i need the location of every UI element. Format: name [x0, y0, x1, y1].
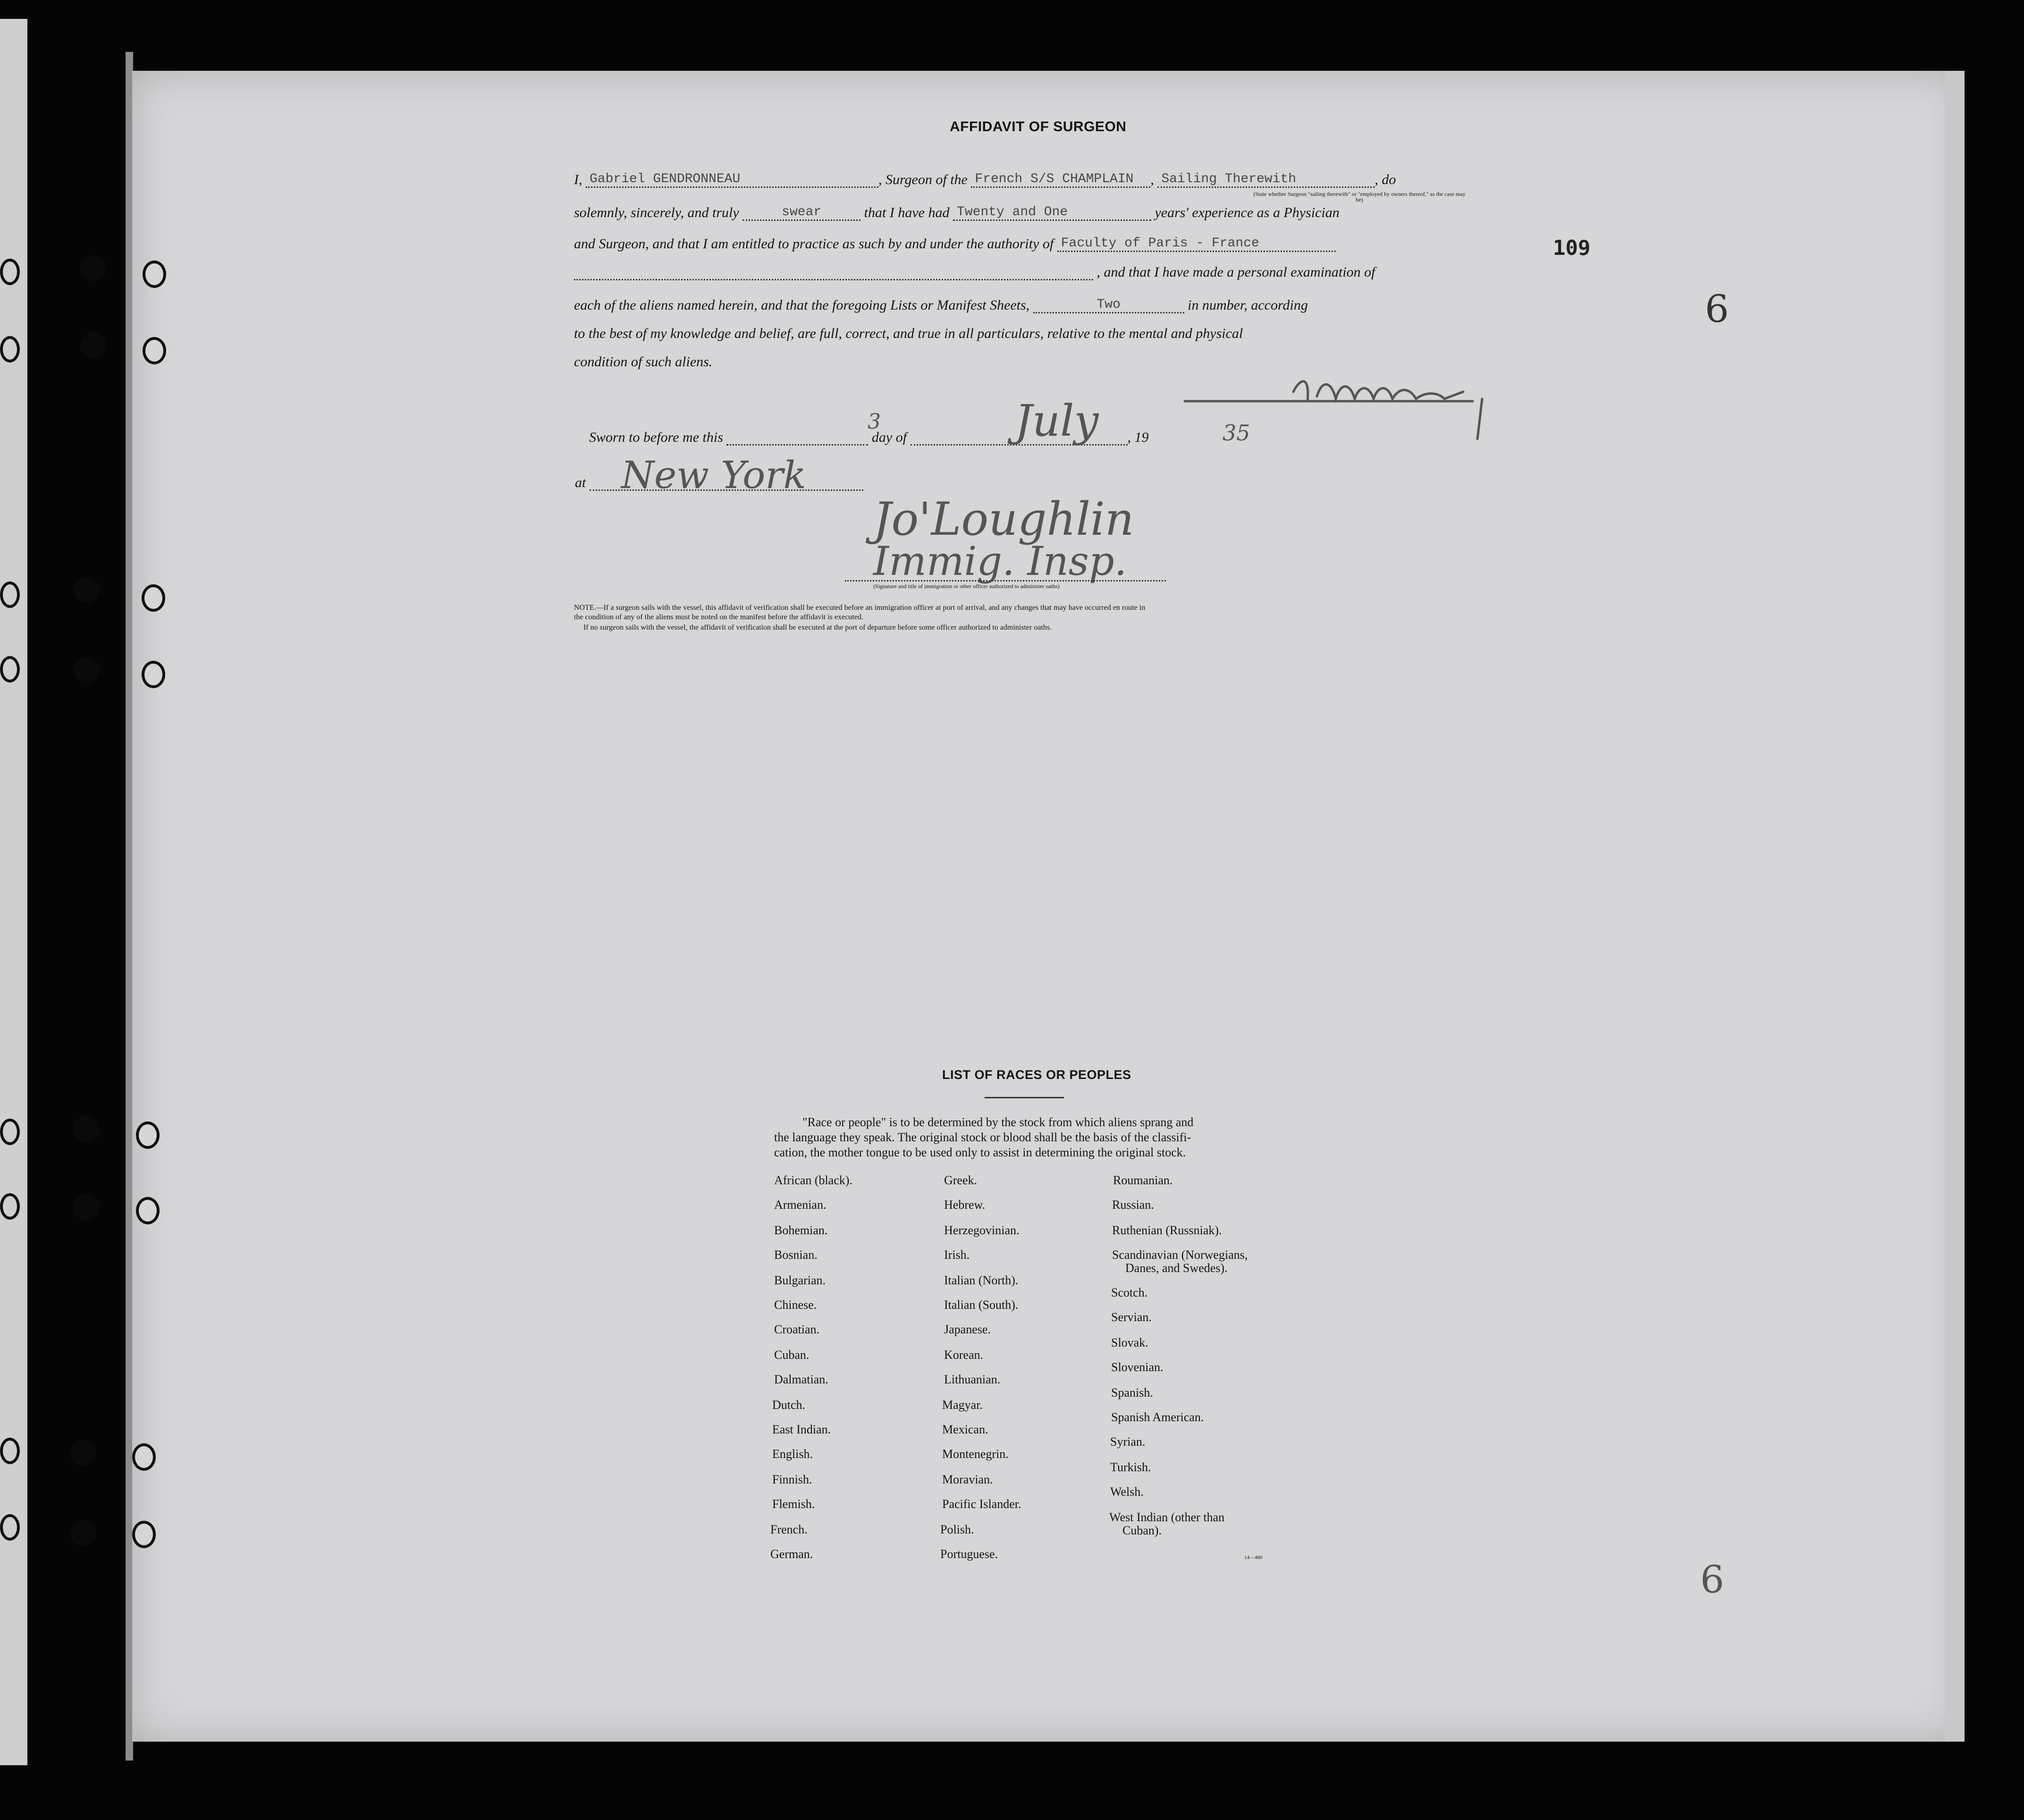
- sworn-day-handwritten: 3: [868, 410, 881, 434]
- race-french: French.: [770, 1523, 808, 1536]
- binding-hole: [132, 1521, 156, 1548]
- affidavit-line-6: to the best of my knowledge and belief, are full, correct, and true in all particulars, relative to the mental and physical: [574, 326, 1243, 341]
- affidavit-i: I,: [574, 172, 582, 187]
- race-portuguese: Portuguese.: [940, 1547, 998, 1561]
- race-bulgarian: Bulgarian.: [774, 1273, 826, 1287]
- sworn-line: Sworn to before me this day of , 19: [589, 430, 1149, 445]
- binding-hole: [136, 1121, 160, 1149]
- race-montenegrin: Montenegrin.: [942, 1447, 1009, 1461]
- race-croatian: Croatian.: [774, 1323, 820, 1336]
- affidavit-note-1: NOTE.—If a surgeon sails with the vessel, this affidavit of verification shall be executed before an immigration officer at port of arrival, and any changes that may have occurred en route in: [574, 604, 1146, 612]
- page-right-edge: [1945, 71, 1965, 1742]
- binding-hole: [0, 336, 20, 362]
- race-russian: Russian.: [1112, 1198, 1154, 1212]
- affidavit-line-4: , and that I have made a personal examination of: [574, 264, 1375, 280]
- sailing-field: Sailing Therewith: [1157, 170, 1375, 188]
- binding-hole: [80, 255, 107, 281]
- binding-hole: [0, 581, 20, 608]
- surgeon-name-field: Gabriel GENDRONNEAU: [586, 170, 878, 188]
- officer-signature-line: [845, 579, 1166, 581]
- affidavit-line-2: solemnly, sincerely, and truly swear that I have had Twenty and One years' experience as a Physician: [574, 203, 1340, 221]
- race-slovak: Slovak.: [1111, 1336, 1148, 1349]
- officer-signature: Jo'Loughlin: [873, 493, 1134, 546]
- race-italian-south: Italian (South).: [944, 1298, 1019, 1312]
- authority-continuation-field: [574, 279, 1093, 280]
- race-german: German.: [770, 1547, 813, 1561]
- years-field: Twenty and One: [953, 203, 1151, 221]
- race-welsh: Welsh.: [1110, 1485, 1144, 1499]
- race-flemish: Flemish.: [772, 1497, 815, 1511]
- race-african: African (black).: [774, 1173, 853, 1187]
- race-turkish: Turkish.: [1110, 1460, 1151, 1474]
- binding-hole: [143, 337, 166, 364]
- binding-hole: [136, 1197, 160, 1224]
- authority-field: Faculty of Paris - France: [1057, 234, 1336, 252]
- race-scandinavian: Scandinavian (Norwegians,: [1112, 1248, 1248, 1262]
- oath-field: swear: [742, 203, 860, 221]
- race-magyar: Magyar.: [942, 1398, 983, 1412]
- race-scotch: Scotch.: [1111, 1286, 1148, 1299]
- race-syrian: Syrian.: [1110, 1435, 1146, 1449]
- manifest-page: [132, 71, 1964, 1742]
- race-scandinavian-cont: Danes, and Swedes).: [1125, 1261, 1228, 1275]
- sheets-count-field: Two: [1033, 295, 1184, 313]
- affidavit-note-2: the condition of any of the aliens must be noted on the manifest before the affidavit is executed.: [574, 613, 863, 621]
- binding-hole: [142, 584, 165, 612]
- sworn-month-handwritten: July: [1015, 396, 1099, 446]
- officer-caption: (Signature and title of immigration or other officer authorized to administer oaths): [873, 583, 1060, 590]
- affidavit-line-5: each of the aliens named herein, and that the foregoing Lists or Manifest Sheets, Two in number, according: [574, 295, 1308, 313]
- binding-hole: [143, 261, 166, 288]
- sworn-day-field: [726, 444, 868, 446]
- race-finnish: Finnish.: [772, 1473, 812, 1486]
- affidavit-note-3: If no surgeon sails with the vessel, the affidavit of verification shall be executed at the port of departure before some officer authorized to administer oaths.: [583, 624, 1052, 632]
- race-hebrew: Hebrew.: [944, 1198, 986, 1212]
- race-pacific-islander: Pacific Islander.: [942, 1497, 1021, 1511]
- race-ruthenian: Ruthenian (Russniak).: [1112, 1223, 1222, 1237]
- race-dalmatian: Dalmatian.: [774, 1373, 828, 1386]
- races-intro: "Race or people" is to be determined by the stock from which aliens sprang and the language they speak. The original stock or blood shall be the basis of the classifi- cation, the mother tongue to be used only to assist in determining the original stock.: [774, 1115, 1194, 1159]
- vessel-field: French S/S CHAMPLAIN: [971, 170, 1150, 188]
- race-bohemian: Bohemian.: [774, 1223, 828, 1237]
- race-servian: Servian.: [1111, 1310, 1152, 1324]
- race-cuban: Cuban.: [774, 1348, 810, 1362]
- race-roumanian: Roumanian.: [1113, 1173, 1173, 1187]
- surgeon-status-note: (State whether Surgeon "sailing therewith" or "employed by owners thereof," as the case may be): [1253, 191, 1466, 203]
- sworn-place-handwritten: New York: [621, 453, 806, 497]
- race-irish: Irish.: [944, 1248, 970, 1262]
- binding-hole: [0, 1193, 20, 1220]
- race-polish: Polish.: [940, 1523, 974, 1536]
- officer-title-handwritten: Immig. Insp.: [873, 538, 1127, 584]
- binding-hole: [70, 1520, 96, 1546]
- affidavit-line-7: condition of such aliens.: [574, 354, 713, 370]
- form-number: 14—480: [1244, 1555, 1263, 1560]
- race-slovenian: Slovenian.: [1111, 1360, 1164, 1374]
- race-east-indian: East Indian.: [772, 1423, 831, 1436]
- page-number: 109: [1553, 236, 1591, 260]
- race-spanish-american: Spanish American.: [1111, 1410, 1204, 1424]
- binding-hole: [74, 1116, 100, 1142]
- race-west-indian: West Indian (other than: [1109, 1510, 1225, 1524]
- binding-hole: [74, 577, 100, 603]
- binding-hole: [74, 657, 100, 683]
- sworn-place-line: at: [575, 475, 863, 491]
- binding-hole: [142, 661, 165, 688]
- race-herzegovinian: Herzegovinian.: [944, 1223, 1020, 1237]
- races-title-rule: [985, 1097, 1064, 1098]
- binding-hole: [0, 1514, 20, 1541]
- race-spanish: Spanish.: [1111, 1386, 1153, 1399]
- binding-hole: [0, 1119, 20, 1145]
- race-armenian: Armenian.: [774, 1198, 826, 1212]
- sworn-year-handwritten: 35: [1223, 420, 1250, 446]
- binding-hole: [0, 1438, 20, 1464]
- binding-hole: [74, 1194, 100, 1221]
- races-title: LIST OF RACES OR PEOPLES: [942, 1068, 1131, 1082]
- race-chinese: Chinese.: [774, 1298, 817, 1312]
- race-bosnian: Bosnian.: [774, 1248, 818, 1262]
- affidavit-line-3: and Surgeon, and that I am entitled to practice as such by and under the authority of Faculty of Paris - France: [574, 234, 1336, 252]
- affidavit-line-1: I, Gabriel GENDRONNEAU , Surgeon of the French S/S CHAMPLAIN , Sailing Therewith , do: [574, 170, 1396, 188]
- binding-hole: [0, 259, 20, 285]
- sheet-number-bottom: 6: [1700, 1558, 1724, 1601]
- race-lithuanian: Lithuanian.: [944, 1373, 1001, 1386]
- affidavit-title: AFFIDAVIT OF SURGEON: [950, 119, 1127, 135]
- race-greek: Greek.: [944, 1173, 978, 1187]
- race-korean: Korean.: [944, 1348, 984, 1362]
- race-mexican: Mexican.: [942, 1423, 988, 1436]
- binding-hole: [80, 332, 107, 359]
- binding-hole: [70, 1440, 96, 1466]
- race-japanese: Japanese.: [944, 1323, 991, 1336]
- race-dutch: Dutch.: [772, 1398, 806, 1412]
- race-english: English.: [772, 1447, 813, 1461]
- binding-hole: [132, 1443, 156, 1471]
- race-italian-north: Italian (North).: [944, 1273, 1019, 1287]
- binding-hole: [0, 656, 20, 682]
- race-moravian: Moravian.: [942, 1473, 993, 1486]
- sheet-number-top: 6: [1705, 287, 1729, 331]
- race-west-indian-cont: Cuban).: [1122, 1524, 1162, 1537]
